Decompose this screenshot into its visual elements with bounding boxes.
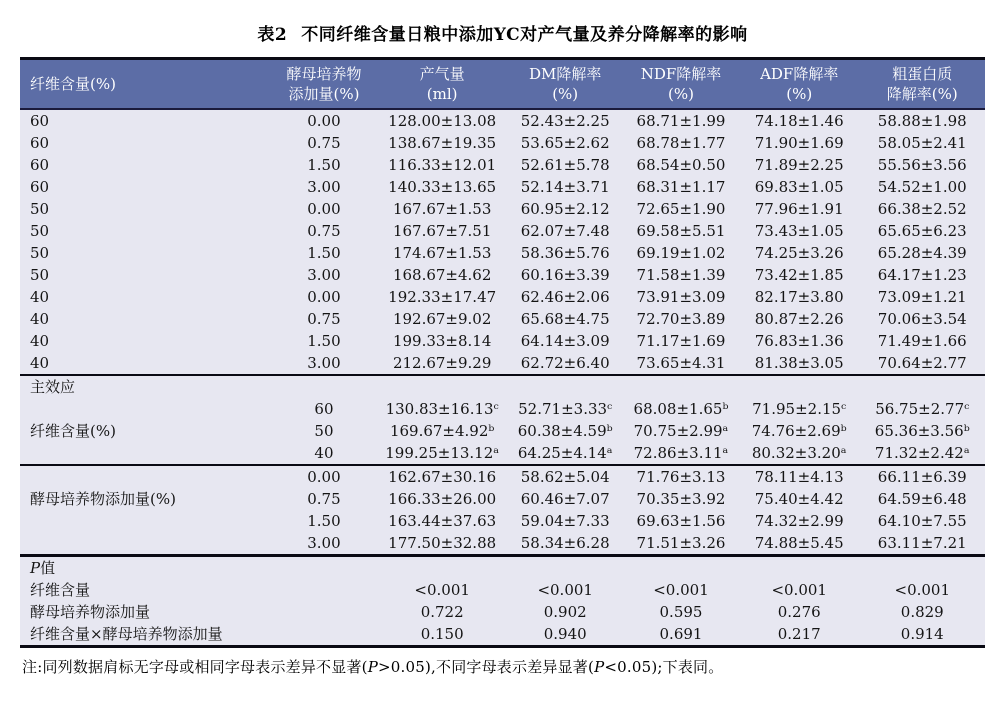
value-cell: 69.63±1.56 [636, 512, 726, 530]
value-cell: 3.00 [307, 266, 341, 284]
value-cell: 199.25±13.12ᵃ [385, 444, 500, 462]
value-cell: 73.65±4.31 [636, 354, 726, 372]
table-row [20, 442, 985, 465]
value-cell: 60 [314, 400, 334, 418]
table-row [20, 352, 985, 375]
row-label-cell: 60 [30, 178, 50, 196]
table-title-text: 不同纤维含量日粮中添加YC对产气量及养分降解率的影响 [301, 25, 748, 45]
header-line: (ml) [426, 85, 458, 103]
value-cell: 70.64±2.77 [877, 354, 967, 372]
value-cell [271, 579, 377, 601]
value-cell: 72.86±3.11ᵃ [633, 444, 729, 462]
note-text: <0.05);下表同。 [604, 658, 724, 676]
value-cell: <0.001 [771, 581, 827, 599]
header-line: (%) [552, 85, 579, 103]
value-cell: 166.33±26.00 [388, 490, 497, 508]
table-row [20, 579, 985, 601]
value-cell: 72.70±3.89 [636, 310, 726, 328]
value-cell: 68.54±0.50 [636, 156, 726, 174]
value-cell: 65.36±3.56ᵇ [874, 422, 970, 440]
value-cell: 0.75 [307, 134, 341, 152]
row-label-cell: 50 [30, 222, 50, 240]
value-cell: 66.11±6.39 [860, 465, 985, 488]
value-cell: 169.67±4.92ᵇ [389, 422, 495, 440]
value-cell: 81.38±3.05 [754, 354, 844, 372]
value-cell [271, 601, 377, 623]
value-cell: 74.25±3.26 [754, 244, 844, 262]
value-cell: 3.00 [307, 178, 341, 196]
value-cell: 68.71±1.99 [636, 112, 726, 130]
value-cell: 71.51±3.26 [636, 534, 726, 552]
value-cell: 64.25±4.14ᵃ [517, 444, 613, 462]
table-row [20, 398, 985, 420]
row-label-cell [20, 465, 271, 488]
value-cell: 73.09±1.21 [877, 288, 967, 306]
table-row [20, 154, 985, 176]
value-cell: 59.04±7.33 [520, 512, 610, 530]
value-cell: 65.65±6.23 [877, 222, 967, 240]
value-cell: 1.50 [307, 512, 341, 530]
value-cell: 73.43±1.05 [754, 222, 844, 240]
value-cell: 58.36±5.76 [520, 244, 610, 262]
value-cell: 168.67±4.62 [392, 266, 492, 284]
value-cell: 77.96±1.91 [754, 200, 844, 218]
table-row [20, 510, 985, 532]
value-cell: 78.11±4.13 [739, 465, 860, 488]
table-row [20, 532, 985, 556]
header-line: 酵母培养物 [286, 65, 362, 83]
value-cell: 73.42±1.85 [754, 266, 844, 284]
value-cell: 130.83±16.13ᶜ [385, 400, 499, 418]
p-value-section [20, 556, 985, 580]
row-label-cell: 60 [30, 134, 50, 152]
value-cell: 0.691 [659, 625, 703, 643]
row-label-cell: 酵母培养物添加量 [30, 603, 151, 621]
row-label-cell: 50 [30, 200, 50, 218]
value-cell: 68.78±1.77 [636, 134, 726, 152]
section-label-p-value [20, 556, 985, 580]
value-cell: 60.16±3.39 [520, 266, 610, 284]
value-cell: 199.33±8.14 [392, 332, 492, 350]
row-label-cell [20, 442, 271, 465]
p-italic: P [30, 559, 41, 577]
table-header [20, 59, 985, 110]
value-cell: 0.276 [777, 603, 821, 621]
value-cell: 52.14±3.71 [520, 178, 610, 196]
value-cell: 68.31±1.17 [636, 178, 726, 196]
header-gas-production [377, 59, 507, 110]
table-row [20, 308, 985, 330]
p-rest: 值 [40, 559, 56, 577]
value-cell: 55.56±3.56 [877, 156, 967, 174]
value-cell: 65.28±4.39 [877, 244, 967, 262]
value-cell: 0.00 [271, 465, 377, 488]
value-cell: 0.829 [900, 603, 944, 621]
value-cell: 128.00±13.08 [388, 112, 497, 130]
row-label-cell: 纤维含量(%) [30, 422, 116, 440]
header-line: 纤维含量(%) [30, 75, 116, 93]
header-yeast-dose [271, 59, 377, 110]
value-cell: 69.19±1.02 [636, 244, 726, 262]
value-cell: 192.67±9.02 [392, 310, 492, 328]
treatment-data-rows [20, 109, 985, 375]
value-cell: 76.83±1.36 [754, 332, 844, 350]
table-number: 表2 [257, 25, 288, 45]
table-row [20, 623, 985, 647]
row-label-cell: 酵母培养物添加量(%) [30, 490, 176, 508]
value-cell: 71.76±3.13 [623, 465, 739, 488]
value-cell: 3.00 [307, 534, 341, 552]
table-row [20, 330, 985, 352]
main-effects-section [20, 375, 985, 398]
header-fiber-content [20, 59, 271, 110]
value-cell: 58.34±6.28 [520, 534, 610, 552]
p-value-rows [20, 579, 985, 647]
value-cell: 64.14±3.09 [520, 332, 610, 350]
row-label-cell: 50 [30, 266, 50, 284]
value-cell: 82.17±3.80 [754, 288, 844, 306]
section-row [20, 556, 985, 580]
value-cell: 63.11±7.21 [877, 534, 967, 552]
value-cell: 52.61±5.78 [520, 156, 610, 174]
value-cell: 62.07±7.48 [520, 222, 610, 240]
yeast-main-effect-rows [20, 465, 985, 556]
value-cell: 3.00 [307, 354, 341, 372]
table-row [20, 601, 985, 623]
value-cell: 71.17±1.69 [636, 332, 726, 350]
row-label-cell: 40 [30, 288, 50, 306]
value-cell: <0.001 [653, 581, 709, 599]
header-crude-protein-degradation [860, 59, 985, 110]
value-cell: 56.75±2.77ᶜ [875, 400, 970, 418]
value-cell: 0.940 [543, 625, 587, 643]
header-dm-degradation [507, 59, 623, 110]
value-cell: 60.38±4.59ᵇ [517, 422, 613, 440]
value-cell: 163.44±37.63 [388, 512, 497, 530]
results-table [20, 57, 985, 648]
value-cell: 69.83±1.05 [754, 178, 844, 196]
header-line: DM降解率 [529, 65, 602, 83]
table-row [20, 465, 985, 488]
value-cell: 1.50 [307, 156, 341, 174]
value-cell: 80.87±2.26 [754, 310, 844, 328]
value-cell: 177.50±32.88 [388, 534, 497, 552]
value-cell: <0.001 [894, 581, 951, 599]
value-cell: 60.95±2.12 [520, 200, 610, 218]
value-cell: 71.95±2.15ᶜ [752, 400, 847, 418]
table-row [20, 242, 985, 264]
row-label-cell: 60 [30, 156, 50, 174]
value-cell: 73.91±3.09 [636, 288, 726, 306]
value-cell: 0.00 [307, 288, 341, 306]
value-cell: 66.38±2.52 [877, 200, 967, 218]
table-row [20, 176, 985, 198]
value-cell: 167.67±7.51 [392, 222, 492, 240]
value-cell: 69.58±5.51 [636, 222, 726, 240]
table-row [20, 109, 985, 132]
fiber-main-effect-rows [20, 398, 985, 465]
header-adf-degradation [739, 59, 860, 110]
value-cell: 0.914 [900, 625, 944, 643]
p-italic: P [594, 658, 605, 676]
row-label-cell [20, 532, 271, 556]
value-cell [271, 623, 377, 647]
table-row [20, 286, 985, 308]
value-cell: 1.50 [307, 244, 341, 262]
value-cell: 71.32±2.42ᵃ [874, 444, 970, 462]
value-cell: 58.88±1.98 [877, 112, 967, 130]
table-title [20, 20, 985, 45]
value-cell: 0.595 [659, 603, 703, 621]
value-cell: 53.65±2.62 [520, 134, 610, 152]
value-cell: 74.32±2.99 [754, 512, 844, 530]
value-cell: 116.33±12.01 [388, 156, 497, 174]
value-cell: 75.40±4.42 [754, 490, 844, 508]
value-cell: 70.75±2.99ᵃ [633, 422, 729, 440]
header-line: NDF降解率 [640, 65, 722, 83]
value-cell: 40 [314, 444, 334, 462]
header-line: 产气量 [419, 65, 465, 83]
value-cell: 0.902 [543, 603, 587, 621]
value-cell: 70.35±3.92 [636, 490, 726, 508]
header-line: (%) [668, 85, 694, 103]
row-label-cell: 纤维含量 [30, 581, 91, 599]
value-cell: 80.32±3.20ᵃ [751, 444, 847, 462]
table-row [20, 132, 985, 154]
value-cell: 138.67±19.35 [388, 134, 497, 152]
table-row [20, 264, 985, 286]
table-note [22, 656, 985, 677]
header-line: 添加量(%) [288, 85, 360, 103]
header-line: (%) [786, 85, 813, 103]
note-text: >0.05),不同字母表示差异显著( [378, 658, 595, 676]
note-text: 注:同列数据肩标无字母或相同字母表示差异不显著( [22, 658, 368, 676]
row-label-cell: 50 [30, 244, 50, 262]
value-cell: 52.71±3.33ᶜ [518, 400, 613, 418]
section-label-main-effects: 主效应 [20, 375, 985, 398]
value-cell: 65.68±4.75 [520, 310, 610, 328]
row-label-cell: 60 [30, 112, 50, 130]
value-cell: <0.001 [414, 581, 470, 599]
value-cell: 62.46±2.06 [520, 288, 610, 306]
table-row [20, 488, 985, 510]
value-cell: 162.67±30.16 [377, 465, 507, 488]
value-cell: 72.65±1.90 [636, 200, 726, 218]
value-cell: 54.52±1.00 [877, 178, 967, 196]
value-cell: 0.722 [420, 603, 464, 621]
value-cell: 212.67±9.29 [392, 354, 492, 372]
value-cell: 0.75 [307, 222, 341, 240]
value-cell: 64.59±6.48 [877, 490, 967, 508]
value-cell: 64.10±7.55 [877, 512, 967, 530]
value-cell: 71.89±2.25 [754, 156, 844, 174]
value-cell: 192.33±17.47 [388, 288, 497, 306]
header-line: 粗蛋白质 [892, 65, 953, 83]
header-row [20, 59, 985, 110]
value-cell: 74.18±1.46 [754, 112, 844, 130]
value-cell: 71.90±1.69 [754, 134, 844, 152]
value-cell: 71.58±1.39 [636, 266, 726, 284]
value-cell: 50 [314, 422, 334, 440]
value-cell: 52.43±2.25 [520, 112, 610, 130]
value-cell: 58.05±2.41 [877, 134, 967, 152]
value-cell: 140.33±13.65 [388, 178, 497, 196]
row-label-cell [20, 510, 271, 532]
row-label-cell: 40 [30, 354, 50, 372]
value-cell: 0.75 [307, 310, 341, 328]
value-cell: 70.06±3.54 [877, 310, 967, 328]
row-label-cell [20, 398, 271, 420]
table-row [20, 420, 985, 442]
value-cell: 0.217 [777, 625, 821, 643]
value-cell: 58.62±5.04 [507, 465, 623, 488]
header-line: ADF降解率 [760, 65, 839, 83]
value-cell: 71.49±1.66 [877, 332, 967, 350]
value-cell: 0.00 [307, 200, 341, 218]
value-cell: 60.46±7.07 [520, 490, 610, 508]
table-row [20, 220, 985, 242]
p-italic: P [367, 658, 379, 676]
section-row [20, 375, 985, 398]
header-ndf-degradation [623, 59, 739, 110]
value-cell: 64.17±1.23 [877, 266, 967, 284]
value-cell: 1.50 [307, 332, 341, 350]
value-cell: 0.75 [307, 490, 341, 508]
value-cell: 62.72±6.40 [520, 354, 610, 372]
value-cell: 74.76±2.69ᵇ [751, 422, 847, 440]
value-cell: 0.00 [307, 112, 341, 130]
row-label-cell: 40 [30, 332, 50, 350]
row-label-cell: 40 [30, 310, 50, 328]
value-cell: 174.67±1.53 [392, 244, 492, 262]
value-cell: <0.001 [537, 581, 593, 599]
value-cell: 74.88±5.45 [754, 534, 844, 552]
value-cell: 0.150 [420, 625, 464, 643]
header-line: 降解率(%) [886, 85, 958, 103]
value-cell: 167.67±1.53 [392, 200, 492, 218]
row-label-cell: 纤维含量×酵母培养物添加量 [30, 625, 223, 643]
table-row [20, 198, 985, 220]
value-cell: 68.08±1.65ᵇ [633, 400, 729, 418]
